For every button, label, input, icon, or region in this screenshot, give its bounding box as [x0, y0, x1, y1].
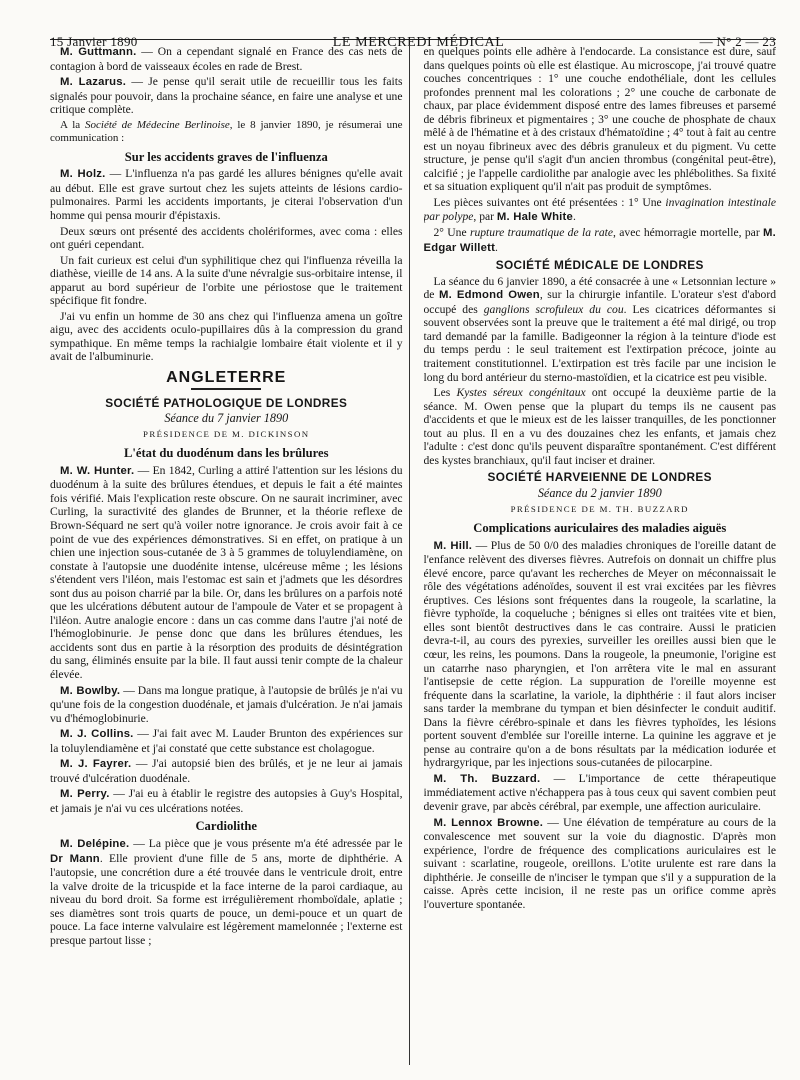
paragraph-text: — Une élévation de température au cours de la convalescence met souvent sur la voie du diagnostic. D'après mon expérience, l'ordre de fréquence des complications auriculaires est le suivant : scarlatine, rougeole, oreillons. L'otite urulente est rare dans la diphthérie. Je conseille de n'inciser le tympan que s'il y a suppuration de la caisse. Après cette incision, il ne reste pas un orifice comme après l'ouverture spontanée. — [423, 815, 776, 911]
paragraph-text: . Les cicatrices déformantes si souvent observées sont la preuve que le traitement a été mal dirigé, ou trop tard demandé par la famille. Badigeonner la région à la teinture d'iode est du temps perdu : le seul traitement est l'extirpation précoce, jointe au traitement constitutionnel. L'extirpation est très facile par une incision le long du bord antérieur du sterno-mastoïdien, et la cicatrice est peu visible. — [423, 302, 776, 384]
left-column — [50, 45, 410, 1065]
topic-name: ganglions scrofuleux du cou — [483, 302, 624, 316]
speaker: M. Guttmann. — [60, 46, 137, 58]
speaker: M. Edgar Willett — [423, 227, 776, 254]
paragraph-text: La séance du 6 janvier 1890, a été consacrée à une « Letsonnian lecture » de — [423, 274, 776, 302]
paragraph-text: — On a cependant signalé en France des cas nets de contagion à bord de vaisseaux écoles en rade de Brest. — [50, 45, 403, 73]
paragraph-text: — La pièce que je vous présente m'a été adressée par le — [129, 836, 403, 850]
paragraph — [424, 386, 777, 467]
paragraph-text: . — [572, 209, 576, 223]
paragraph-text: — J'ai fait avec M. Lauder Brunton des expériences sur la toluylendiamène et j'ai constaté que cette substance est cholagogue. — [50, 727, 403, 755]
paragraph: Un fait curieux est celui d'un syphilitique chez qui l'influenza réveilla la diathèse, vieille de 14 ans. A la suite d'une névralgie sus-orbitaire intense, il apparut au bord supérieur de l'orbite une périostose que le traitement spécifique fit fondre. — [50, 253, 403, 308]
session-date: Séance du 2 janvier 1890 — [537, 485, 662, 500]
paragraph: Deux sœurs ont présenté des accidents cholériformes, avec coma : elles ont guéri cependant. — [50, 224, 403, 252]
speaker: M. Edmond Owen — [438, 289, 540, 302]
section-heading: Sur les accidents graves de l'influenza — [124, 149, 328, 164]
paragraph — [50, 727, 403, 755]
paragraph-text: Les — [433, 386, 457, 400]
country-heading: ANGLETERRE — [166, 369, 287, 387]
paragraph-text: — Je pense qu'il serait utile de recueillir tous les faits signalés pour pouvoir, dans la prochaine séance, en faire une analyse et une critique complète. — [50, 75, 403, 117]
speaker: M. Delépine. — [60, 837, 130, 850]
paragraph-text: , par — [473, 209, 497, 223]
right-column — [424, 45, 777, 1065]
paragraph-text: , sur la chirurgie infantile. L'orateur s'est d'abord occupé des — [423, 288, 776, 316]
speaker: M. W. Hunter. — [60, 464, 135, 477]
paragraph-text: Les pièces suivantes ont été présentées : 1° Une — [433, 196, 666, 210]
speaker: M. J. Collins. — [60, 728, 134, 741]
page-header — [50, 0, 776, 50]
speaker: M. Lazarus. — [60, 76, 127, 89]
speaker: M. Holz. — [60, 168, 106, 181]
specimen-name: invagination intestinale par polype — [423, 196, 776, 223]
section-heading: Complications auriculaires des maladies aiguës — [473, 521, 727, 536]
paragraph — [50, 167, 403, 222]
paragraph-text: 2° Une — [433, 226, 470, 240]
paragraph-text: . Elle provient d'une fille de 5 ans, morte de diphthérie. A l'autopsie, une concrétion dure a été trouvée dans le ventricule droit, entre la valve droite de la tricuspide et la face interne de la paroi cardiaque, au niveau du bord droit. Sa forme est irrégulièrement rhomboïdale, aplatie ; ses diamètres sont trois quarts de pouce, un demi-pouce et un quart de pouce. La face interne valvulaire est légèrement mamelonnée ; l'externe est presque partout lisse ; — [50, 851, 403, 947]
session-date: Séance du 7 janvier 1890 — [164, 411, 289, 426]
speaker: M. J. Fayrer. — [60, 758, 132, 771]
paragraph-text: A la — [60, 118, 86, 131]
paragraph — [50, 787, 403, 815]
paragraph-text: — Plus de 50 0/0 des maladies chroniques de l'oreille datant de l'enfance relèvent des diverses fièvres. Autrefois on donnait un chiffre plus élevé encore, parce qu'avant les recherches de Meyer on méconnaissait le rôle des végétations adénoïdes, souvent il est vrai excitées par les fièvres éruptives. Ces lésions sont fréquentes dans la rougeole, la scarlatine, la fièvre typhoïde, la coqueluche ; bénignes si elles ont traitées vite et bien, elles sont bientôt destructives dans le cas contraire. Aussi le praticien devra-t-il, au cours des pyrexies, surveiller les oreilles aussi bien que le cœur, les reins, les poumons. Dans la rougeole, la pneumonie, l'origine est un catarrhe naso pharyngien, et l'on arrêtera vite le mal en assurant l'antisepsie de cette région. La suppuration de l'oreille moyenne est fréquente dans la scarlatine, la variole, la diphthérie : il faut alors inciser sans tarder la membrane du tympan et bien désinfecter le conduit auditif. Dans la fièvre cérébro-spinale et dans les fièvres typhoïdes, les lésions portent souvent d'emblée sur l'oreille interne. La quinine les aggrave et je pense au contraire qu'on a de bons résultats par la médication iodurée et hydrargyrique, par les injections sous-cutanées de pilocarpine. — [423, 538, 776, 770]
paragraph — [50, 464, 403, 682]
header-date: 15 Janvier 1890 — [50, 34, 138, 49]
paragraph-text: . — [495, 240, 498, 254]
paragraph-text: — En 1842, Curling a attiré l'attention sur les lésions du duodénum à la suite des brûlures étendues, et depuis le fait a été maintes fois vérifié. Mais l'explication reste obscure. On ne saurait incriminer, avec Curling, la suractivité des glandes de Brunner, et la théorie reflexe de Brown-Séquard ne sert qu'à voiler notre ignorance. Je crois avoir fait à ce point de vue des expériences démonstratives. Si en effet, on pratique à un chien une injection sous-cutanée de 3 à 5 grammes de toluylendiamène, on constate à l'autopsie une duodénite intense, ulcéreuse même ; les lésions s'étendent vers l'iléon, mais l'estomac est sain et j'admets que les désordres sont dus au poison charrié par la bile. Or, dans les brûlures on a parfois noté que les ulcérations débutent autour de l'ampoule de Vater et se propagent à l'iléon. Autre analogie encore : dans un cas comme dans l'autre j'ai noté de l'hémoglobinurie. Je pense donc que dans les brûlures étendues, les accidents sont dus en partie à la résorption des produits de désintégration du sang, éliminés ensuite par la bile. Il faut aussi tenir compte de la chaleur élevée. — [50, 463, 403, 681]
paragraph — [50, 757, 403, 785]
paragraph-text: — Dans ma longue pratique, à l'autopsie de brûlés je n'ai vu qu'une fois de la congestion duodénale, et jamais d'ulcération. Je n'ai jamais vu d'hémoglobinurie. — [50, 683, 403, 725]
speaker: M. Hale White — [496, 210, 573, 223]
paragraph-text: — J'ai autopsié bien des brûlés, et je ne leur ai jamais trouvé d'ulcération duodénale. — [50, 757, 403, 785]
topic-name: Kystes séreux congénitaux — [456, 386, 586, 400]
society-name: Société de Médecine Berlinoise — [85, 118, 230, 131]
paragraph — [50, 119, 403, 146]
society-heading: SOCIÉTÉ PATHOLOGIQUE DE LONDRES — [105, 395, 348, 410]
speaker: M. Bowlby. — [60, 684, 121, 697]
paragraph — [50, 837, 403, 947]
paragraph-text: — L'importance de cette thérapeutique immédiatement active n'échappera pas à tous ceux qui savent combien peut devenir grave, par abcès cérébral, par exemple, une affection auriculaire. — [423, 771, 776, 813]
presidency: PRÉSIDENCE DE M. TH. BUZZARD — [510, 503, 689, 514]
paragraph — [50, 75, 403, 117]
paragraph — [424, 226, 777, 255]
section-heading: Cardiolithe — [195, 819, 258, 834]
paragraph-text: ont occupé la deuxième partie de la séance. M. Owen pense que la plupart du temps ils ne causent pas d'accidents et que le mieux est de les laisser tranquilles, de les ponctionner tout au plus. Il en a vu des douzaines chez les enfants, et jamais chez l'adulte : c'est donc qu'ils peuvent disparaître spontanément. C'est différent des kystes branchiaux, qu'il faut inciser et drainer. — [423, 386, 776, 467]
specimen-name: rupture traumatique de la rate — [469, 226, 614, 240]
journal-title: LE MERCREDI MÉDICAL — [332, 35, 505, 50]
paragraph — [424, 539, 777, 770]
paragraph — [50, 684, 403, 726]
speaker: M. Perry. — [60, 788, 110, 801]
page-number: — N° 2 — 23 — [699, 34, 776, 49]
speaker: M. Hill. — [433, 539, 473, 552]
society-heading: SOCIÉTÉ MÉDICALE DE LONDRES — [495, 258, 704, 273]
paragraph: en quelques points elle adhère à l'endocarde. La consistance est dure, sauf dans quelques points où elle est élastique. Au microscope, j'ai trouvé quatre couches concentriques : 1° une couche endothéliale, dont les cellules profondes prennent mal les colorations ; 2° une couche de carbonate de chaux, par place évidemment disposé entre des lames fibreuses et parsemé de débris fibrineux et pigmentaires ; 3° une couche de phosphate de chaux mêlé à de l'hématine et à des cristaux d'hématoïdine ; 4° tout à fait au centre est un noyau fibrineux avec des débris granuleux et du pigment. Vu cette structure, je pense qu'il s'agit d'un ancien thrombus (congénital peut-être), calcifié ; je l'appelle cardiolithe par analogie avec les phlébolithes. Sa fixité et sa situation expliquent qu'il n'ait pas produit de symptômes. — [423, 45, 776, 194]
speaker: M. Th. Buzzard. — [433, 772, 541, 785]
paragraph — [424, 772, 777, 814]
society-heading: SOCIÉTÉ HARVEIENNE DE LONDRES — [487, 470, 712, 485]
paragraph: J'ai vu enfin un homme de 30 ans chez qui l'influenza amena un goître aigu, avec des accidents oculo-pupillaires dûs à la compression du grand sympathique. En même temps la rachialgie lombaire était violente et il y avait de l'albuminurie. — [50, 309, 403, 364]
paragraph — [424, 196, 777, 224]
speaker: Dr Mann — [50, 852, 100, 865]
speaker: M. Lennox Browne. — [433, 816, 544, 829]
paragraph-text: , avec hémorragie mortelle, par — [613, 226, 764, 240]
section-heading: L'état du duodénum dans les brûlures — [124, 446, 329, 461]
paragraph-text: — L'influenza n'a pas gardé les allures bénignes qu'elle avait au début. Elle est grave surtout chez les sujets atteints de lésions cardio-pulmonaires. Parmi les accidents importants, je citerai l'observation d'un homme qui pensa mourir d'épistaxis. — [50, 167, 403, 223]
paragraph — [424, 275, 777, 384]
paragraph — [424, 816, 777, 912]
divider — [191, 388, 261, 390]
presidency: PRÉSIDENCE DE M. DICKINSON — [143, 428, 310, 439]
paragraph — [50, 45, 403, 73]
paragraph-text: , le 8 janvier 1890, je résumerai une communication : — [50, 118, 403, 145]
paragraph-text: — J'ai eu à établir le registre des autopsies à Guy's Hospital, et jamais je n'ai vu ces ulcérations notées. — [50, 787, 403, 815]
